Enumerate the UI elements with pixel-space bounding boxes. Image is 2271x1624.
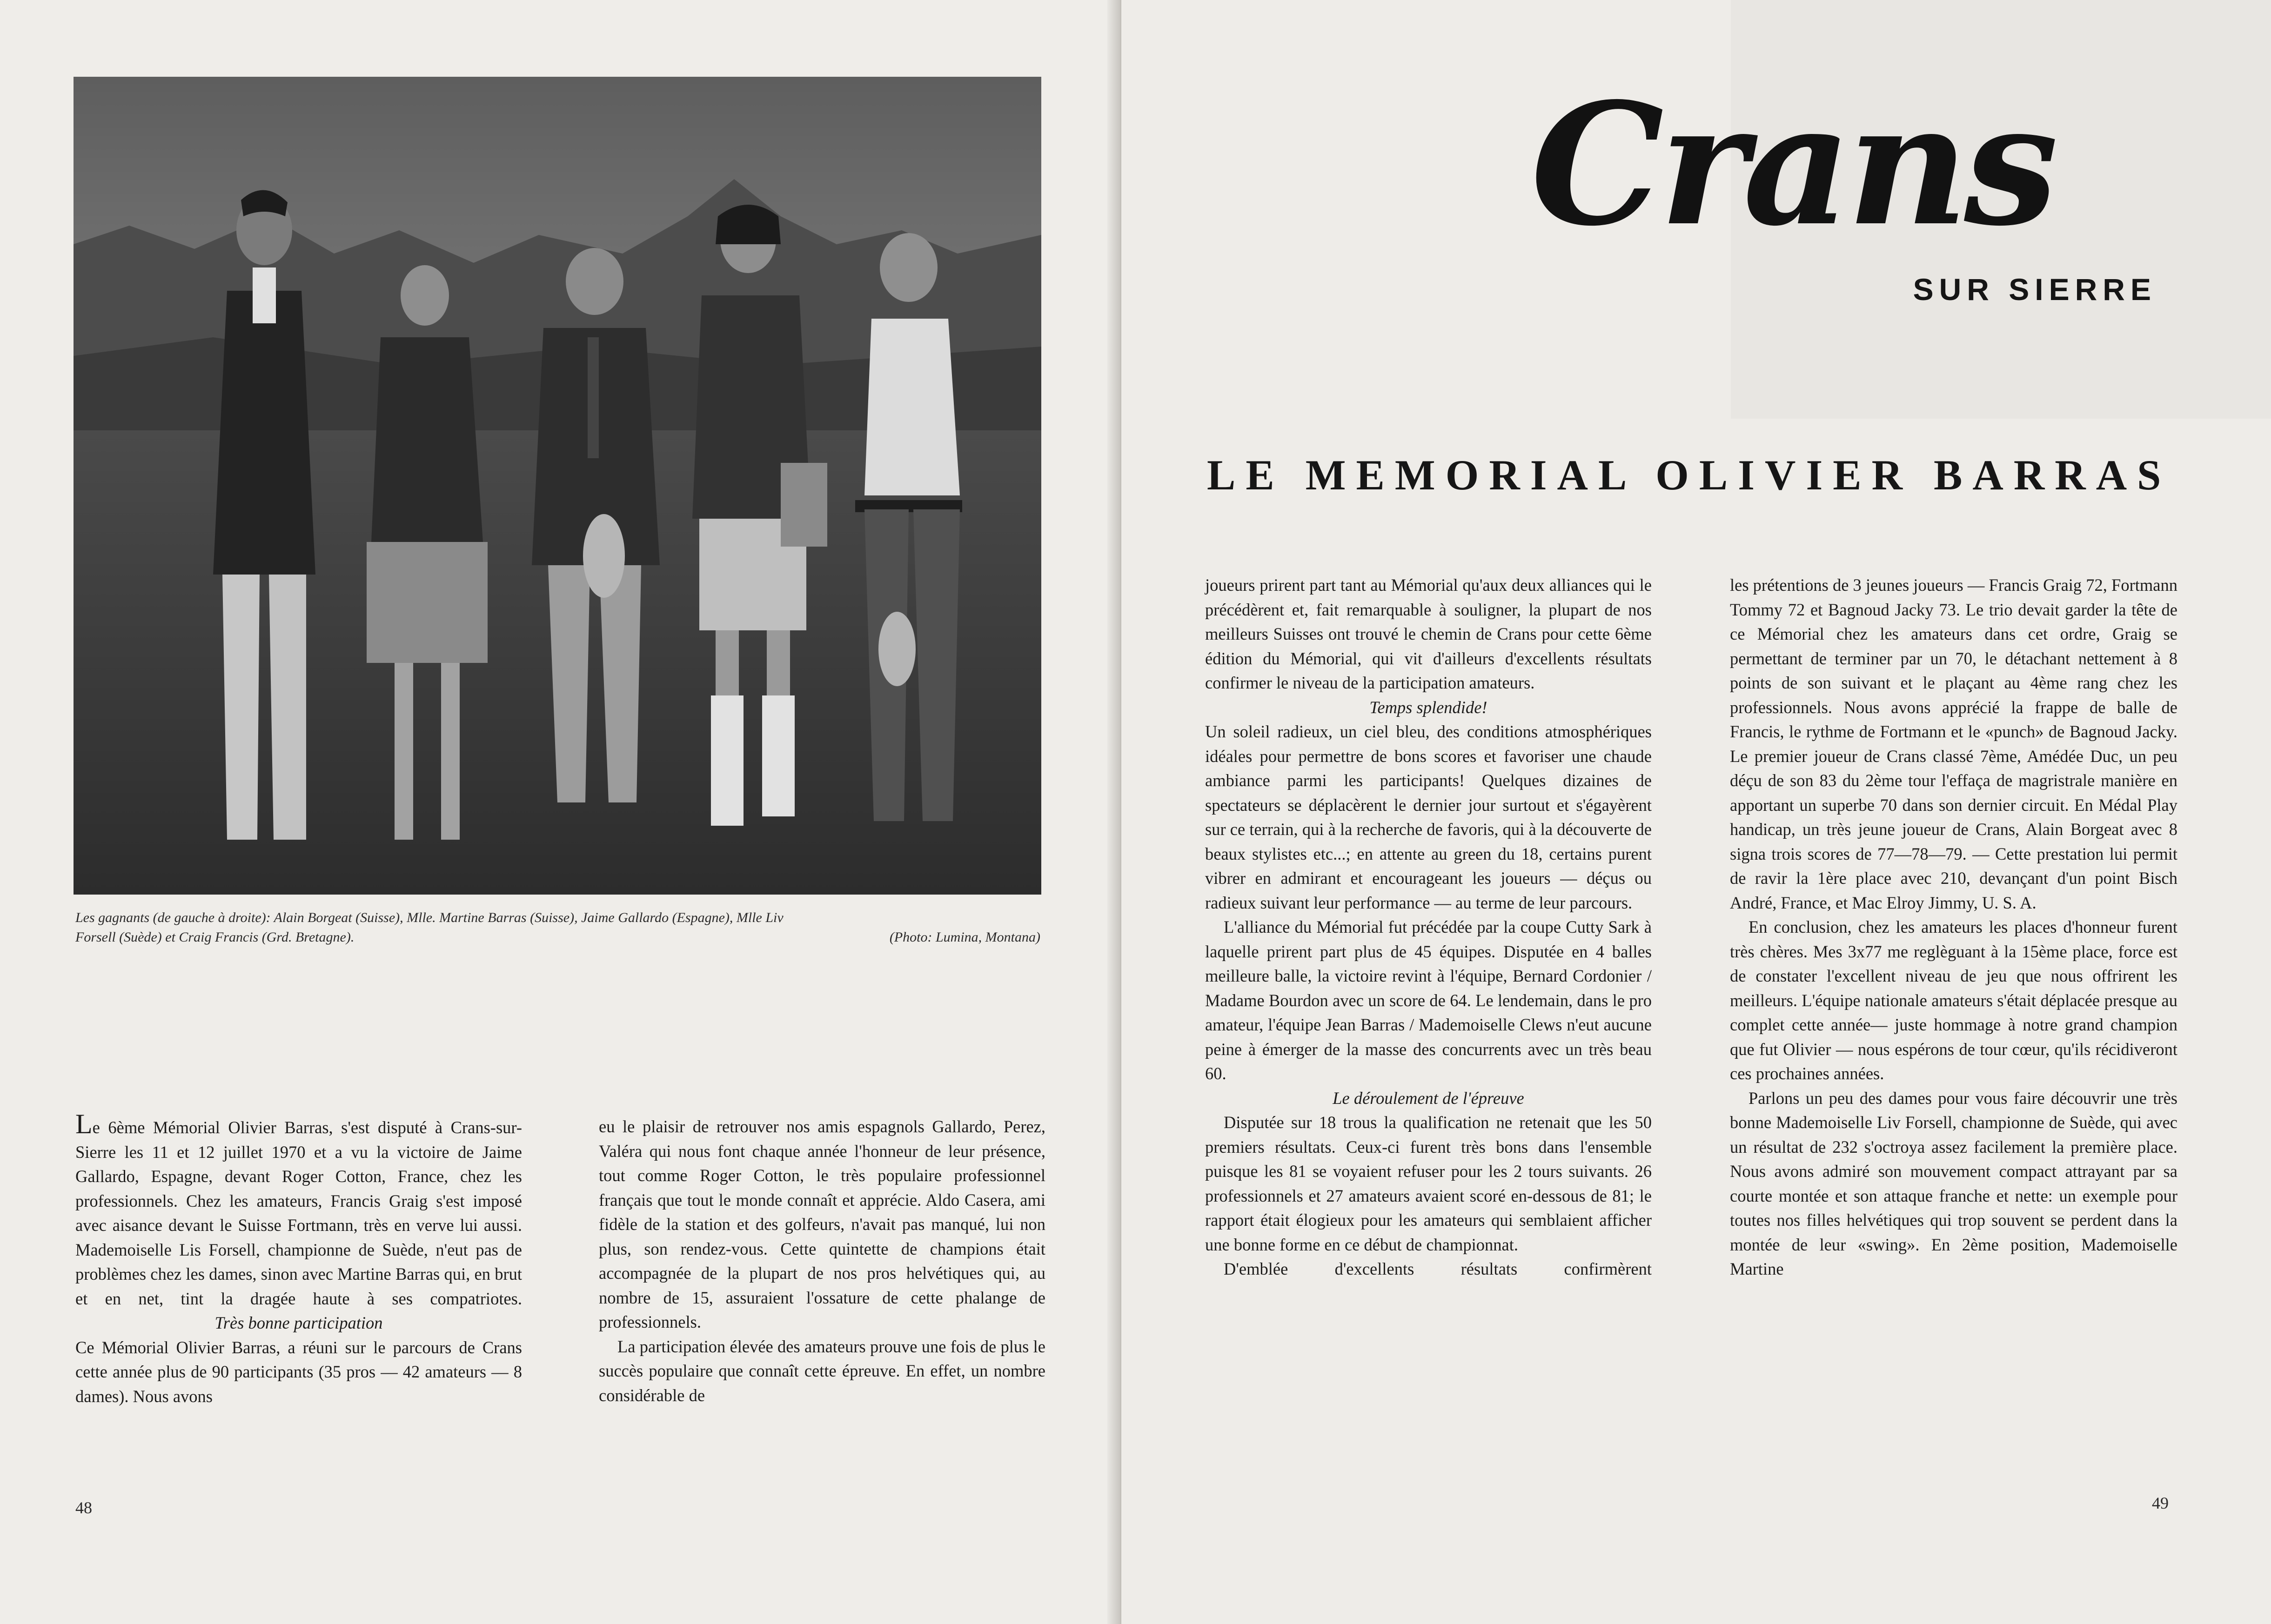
right-column-1 xyxy=(1205,573,1652,1282)
results-paragraph: D'emblée d'excellents résultats confirmèrent xyxy=(1224,1259,1652,1278)
weather-paragraph: Un soleil radieux, un ciel bleu, des conditions atmosphériques idéales pour permettre de bons scores et favoriser une chaude ambiance parmi les participants! Quelques dizaines de spectateurs se déplacèrent le dernier jour surtout et s'égayèrent sur ce terrain, qui à la recherche de favoris, qui à la découverte de beaux stylistes etc...; en attente au green du 18, certains purent vibrer en admirant et encourageant les joueurs — déçus ou radieux suivant leur performance — au terme de leur parcours. xyxy=(1205,722,1652,912)
cutty-sark-paragraph: L'alliance du Mémorial fut précédée par la coupe Cutty Sark à laquelle prirent part plus de 45 équipes. Disputée en 4 balles meilleure balle, la victoire revint à l'équipe, Bernard Cordonier / Madame Bourdon avec un score de 64. Le lendemain, dans le pro amateur, l'équipe Jean Barras / Mademoiselle Clews n'eut aucune peine à émerger de la masse des concurrents avec un très beau 60. xyxy=(1205,917,1652,1083)
right-column-2 xyxy=(1730,573,2177,1282)
winners-photo xyxy=(74,77,1041,895)
photo-caption xyxy=(75,908,1040,947)
left-page xyxy=(0,0,1117,1624)
intro-text: e 6ème Mémorial Olivier Barras, s'est disputé à Crans-sur-Sierre les 11 et 12 juillet 1970 et a vu la victoire de Jaime Gallardo, Espagne, devant Roger Cotton, France, chez les professionnels. Chez les amateurs, Francis Graig s'est imposé avec aisance devant le Suisse Fortmann, très en verve lui aussi. Mademoiselle Lis Forsell, championne de Suède, n'eut pas de problèmes chez les dames, sinon avec Martine Barras qui, en brut et en net, tint la dragée haute à ses compatriotes. xyxy=(75,1118,522,1308)
conclusion-paragraph: En conclusion, chez les amateurs les places d'honneur furent très chères. Mes 3x77 me reglèguant à la 15ème place, force est de constater l'excellent niveau de jeu que nous offrirent les meilleurs. L'équipe nationale amateurs s'était déplacée presque au complet cette année— juste hommage à notre grand champion que fut Olivier — nous espérons de tour cœur, qu'ils récidiveront ces prochaines années. xyxy=(1730,917,2177,1083)
subheading-weather: Temps splendide! xyxy=(1369,697,1487,717)
page-number-right: 49 xyxy=(2152,1494,2169,1512)
participation-paragraph: Ce Mémorial Olivier Barras, a réuni sur le parcours de Crans cette année plus de 90 participants (35 pros — 42 amateurs — 8 dames). Nous avons xyxy=(75,1337,522,1406)
qualification-paragraph: Disputée sur 18 trous la qualification ne retenait que les 50 premiers résultats. Ceux-ci furent très bons dans l'ensemble puisque les 81 se voyaient refuser pour les 2 tours suivants. 26 professionnels et 27 amateurs avaient scoré en-dessous de 81; le rapport était élogieux pour les amateurs qui semblaient afficher une bonne forme en ce début de championnat. xyxy=(1205,1113,1652,1254)
article-title: LE MEMORIAL OLIVIER BARRAS xyxy=(1207,451,2171,499)
caption-line-1: Les gagnants (de gauche à droite): Alain Borgeat (Suisse), Mlle. Martine Barras (Suisse), Jaime Gallardo (Espagne), Mlle Liv xyxy=(75,910,784,925)
crans-logo-text: Crans xyxy=(1531,74,2054,263)
subheading-progress: Le déroulement de l'épreuve xyxy=(1333,1088,1524,1108)
subheading-participation: Très bonne participation xyxy=(214,1313,383,1332)
subtitle: SUR SIERRE xyxy=(1913,272,2157,307)
left-column-1 xyxy=(75,1109,522,1409)
left-column-2 xyxy=(599,1115,1045,1408)
intro-paragraph xyxy=(75,1109,522,1311)
young-players-paragraph: les prétentions de 3 jeunes joueurs — Francis Graig 72, Fortmann Tommy 72 et Bagnoud Jacky 73. Le trio devait garder la tête de ce Mémorial chez les amateurs dans cet ordre, Graig se permettant de terminer par un 70, le détachant nettement à 8 points de son suivant et le plaçant au 4ème rang chez les professionnels. Nous avons apprécié la frappe de balle de Francis, le rythme de Fortmann et le «punch» de Bagnoud Jacky. Le premier joueur de Crans classé 7ème, Amédée Duc, un peu déçu de son 83 du 2ème tour l'effaça de magristrale manière en apportant un superbe 70 dans son dernier circuit. En Médal Play handicap, un très jeune joueur de Crans, Alain Borgeat avec 8 signa trois scores de 77—78—79. — Cette prestation lui permit de ravir la 1ère place avec 210, devançant d'un point Bisch André, France, et Mac Elroy Jimmy, U. S. A. xyxy=(1730,575,2177,912)
ladies-paragraph: Parlons un peu des dames pour vous faire découvrir une très bonne Mademoiselle Liv Forsell, championne de Suède, qui avec un résultat de 232 s'octroya assez facilement la première place. Nous avons admiré son mouvement compact attrayant par sa courte montée et son attaque franche et nette: un exemple pour toutes nos filles helvétiques qui trop souvent se perdent dans la montée de leur «swing». En 2ème position, Mademoiselle Martine xyxy=(1730,1088,2177,1278)
amateurs-paragraph: La participation élevée des amateurs prouve une fois de plus le succès populaire que connaît cette épreuve. En effet, un nombre considérable de xyxy=(599,1337,1045,1405)
crans-logo xyxy=(1521,74,2229,270)
page-number-left: 48 xyxy=(75,1498,92,1517)
photo-credit: (Photo: Lumina, Montana) xyxy=(889,929,1040,945)
caption-line-2: Forsell (Suède) et Craig Francis (Grd. Bretagne). xyxy=(75,929,355,945)
winners-photo-graphic xyxy=(74,77,1041,895)
drop-cap: L xyxy=(75,1109,93,1139)
spanish-guests-paragraph: eu le plaisir de retrouver nos amis espagnols Gallardo, Perez, Valéra qui nous font chaque année l'honneur de leur présence, tout comme Roger Cotton, le très populaire professionnel français que tout le monde connaît et apprécie. Aldo Casera, ami fidèle de la station et des golfeurs, n'avait pas manqué, lui non plus, son rendez-vous. Cette quintette de champions était accompagnée de la plupart de nos pros helvétiques qui, au nombre de 15, assuraient l'ossature de cette phalange de professionnels. xyxy=(599,1117,1045,1331)
alliances-paragraph: joueurs prirent part tant au Mémorial qu'aux deux alliances qui le précédèrent et, fait remarquable à souligner, la plupart de nos meilleurs Suisses ont trouvé le chemin de Crans pour cette 6ème édition du Mémorial, qui vit d'ailleurs d'excellents résultats confirmer le niveau de la participation amateurs. xyxy=(1205,575,1652,692)
